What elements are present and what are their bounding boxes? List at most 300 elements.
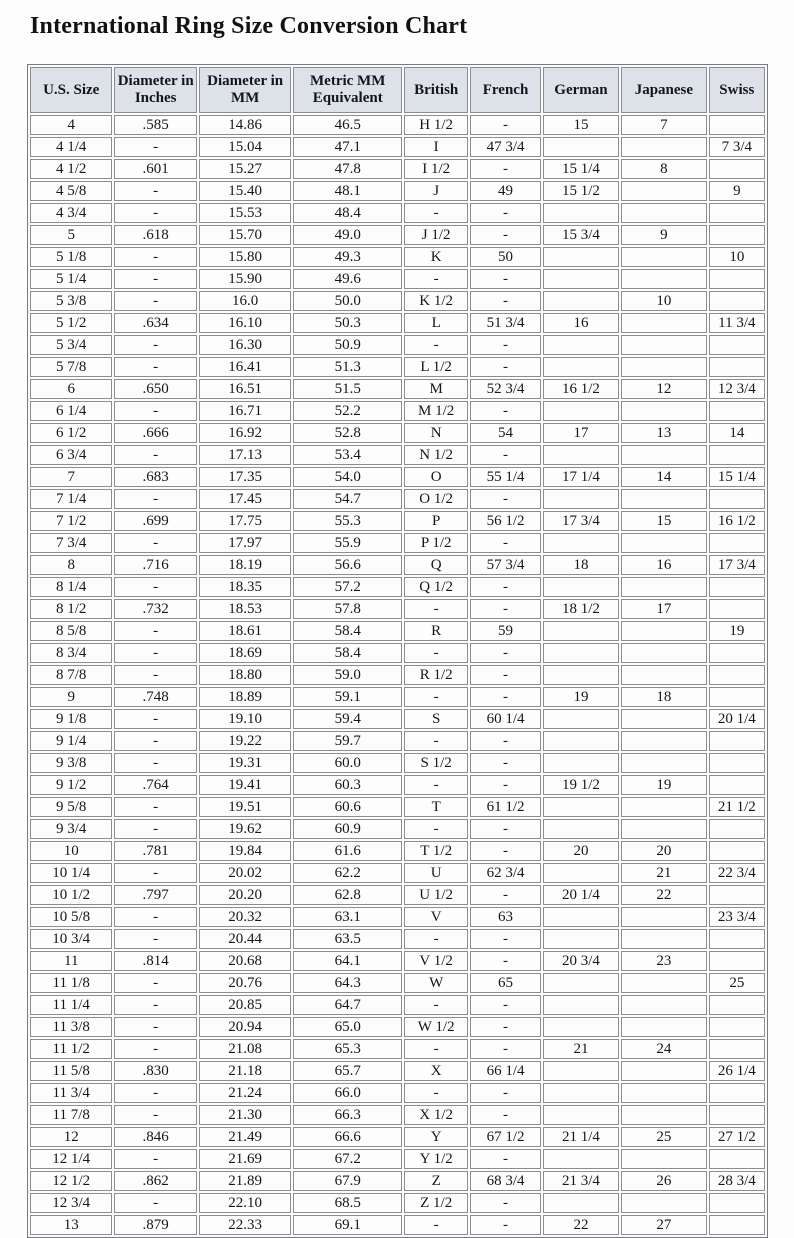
table-cell: 15 [543,115,619,135]
table-cell: 21.89 [199,1171,292,1191]
table-cell: O [404,467,468,487]
table-cell: 59.0 [293,665,402,685]
table-cell: - [470,775,540,795]
table-cell: 4 1/2 [30,159,112,179]
table-cell: 65.3 [293,1039,402,1059]
table-row [30,291,765,311]
table-cell: 68.5 [293,1193,402,1213]
table-cell [621,445,706,465]
table-cell: - [114,1149,196,1169]
table-cell: 52.2 [293,401,402,421]
table-cell: .846 [114,1127,196,1147]
table-cell: 47.8 [293,159,402,179]
table-row [30,819,765,839]
table-row [30,1215,765,1235]
table-cell: I [404,137,468,157]
table-cell: 59 [470,621,540,641]
table-cell [543,335,619,355]
table-cell: P 1/2 [404,533,468,553]
table-row [30,621,765,641]
table-cell: 8 7/8 [30,665,112,685]
table-cell: 48.1 [293,181,402,201]
table-cell [621,335,706,355]
table-cell: 20.20 [199,885,292,905]
table-row [30,489,765,509]
table-cell: .666 [114,423,196,443]
table-cell: X [404,1061,468,1081]
table-cell: - [470,929,540,949]
table-cell: 66.0 [293,1083,402,1103]
table-cell [621,1105,706,1125]
table-cell: 16.92 [199,423,292,443]
table-cell: - [470,753,540,773]
table-cell [621,1149,706,1169]
table-cell: 19 [543,687,619,707]
table-cell: 19.22 [199,731,292,751]
table-cell: 9 3/4 [30,819,112,839]
table-cell [709,489,765,509]
table-cell: S 1/2 [404,753,468,773]
table-cell: - [114,291,196,311]
table-cell [621,269,706,289]
table-cell: .748 [114,687,196,707]
table-cell: - [470,1215,540,1235]
table-cell: 64.7 [293,995,402,1015]
table-cell [621,643,706,663]
table-cell [543,753,619,773]
table-cell [621,907,706,927]
table-row [30,665,765,685]
table-cell: M [404,379,468,399]
table-cell: - [114,1017,196,1037]
table-cell: 67.9 [293,1171,402,1191]
table-cell: - [404,929,468,949]
table-cell: 58.4 [293,643,402,663]
table-cell: 47.1 [293,137,402,157]
table-cell: .862 [114,1171,196,1191]
table-cell: - [114,1039,196,1059]
table-cell [543,665,619,685]
table-cell [621,181,706,201]
table-cell [543,995,619,1015]
table-cell: 22 [543,1215,619,1235]
table-cell [543,797,619,817]
table-cell: 17 3/4 [709,555,765,575]
table-cell: V 1/2 [404,951,468,971]
table-cell: - [114,1105,196,1125]
table-cell: 15.70 [199,225,292,245]
table-cell: 65 [470,973,540,993]
table-cell [621,731,706,751]
table-cell: 65.0 [293,1017,402,1037]
table-row [30,1083,765,1103]
table-cell: 4 1/4 [30,137,112,157]
table-cell: 11 5/8 [30,1061,112,1081]
table-cell [621,819,706,839]
table-cell: .618 [114,225,196,245]
table-cell: .585 [114,115,196,135]
table-cell: 66.6 [293,1127,402,1147]
table-cell: - [404,819,468,839]
table-cell: 5 1/8 [30,247,112,267]
table-cell: .650 [114,379,196,399]
table-cell: - [470,687,540,707]
table-cell: 18.53 [199,599,292,619]
column-header: U.S. Size [30,67,112,113]
table-cell: 18.89 [199,687,292,707]
table-cell: - [470,489,540,509]
table-cell: 11 7/8 [30,1105,112,1125]
table-cell: 21 [543,1039,619,1059]
table-cell [709,885,765,905]
table-cell: 60 1/4 [470,709,540,729]
table-cell: - [470,599,540,619]
table-cell [709,687,765,707]
table-cell [709,951,765,971]
table-cell: 18 [621,687,706,707]
table-cell: 15.80 [199,247,292,267]
table-cell: 16.0 [199,291,292,311]
table-cell: 62.8 [293,885,402,905]
table-cell: - [404,1039,468,1059]
table-cell: U 1/2 [404,885,468,905]
table-cell: 57 3/4 [470,555,540,575]
table-cell [543,929,619,949]
table-row [30,1171,765,1191]
table-cell: 54.7 [293,489,402,509]
table-cell: R 1/2 [404,665,468,685]
table-row [30,643,765,663]
table-cell [709,577,765,597]
table-cell: 18 1/2 [543,599,619,619]
table-cell: - [114,1193,196,1213]
table-row [30,555,765,575]
table-cell: 16.51 [199,379,292,399]
table-cell: .634 [114,313,196,333]
table-cell: 19.31 [199,753,292,773]
table-cell: Y [404,1127,468,1147]
table-cell: 17.45 [199,489,292,509]
table-cell: 16.41 [199,357,292,377]
table-row [30,313,765,333]
table-row [30,467,765,487]
table-cell: 14.86 [199,115,292,135]
table-cell: 5 [30,225,112,245]
header-row [30,67,765,113]
table-cell: 10 5/8 [30,907,112,927]
table-cell: 19 1/2 [543,775,619,795]
table-cell: 55.3 [293,511,402,531]
table-cell: .699 [114,511,196,531]
table-cell [543,247,619,267]
table-cell: 20.44 [199,929,292,949]
table-cell: 8 1/2 [30,599,112,619]
table-cell: - [114,137,196,157]
table-cell: 16 1/2 [543,379,619,399]
table-cell: 15.90 [199,269,292,289]
table-cell: 10 [709,247,765,267]
table-cell [543,401,619,421]
table-cell [709,665,765,685]
table-cell: 21.69 [199,1149,292,1169]
table-cell: 14 [709,423,765,443]
table-cell: - [114,665,196,685]
column-header: French [470,67,540,113]
table-cell [543,731,619,751]
table-cell: 11 3/8 [30,1017,112,1037]
table-cell [709,335,765,355]
table-cell: 56 1/2 [470,511,540,531]
table-cell: 4 3/4 [30,203,112,223]
table-cell: L [404,313,468,333]
table-cell: 7 1/2 [30,511,112,531]
table-cell: J [404,181,468,201]
table-cell: 54.0 [293,467,402,487]
table-cell [543,1061,619,1081]
table-cell: 67.2 [293,1149,402,1169]
table-cell: .764 [114,775,196,795]
table-row [30,445,765,465]
table-cell: 50.3 [293,313,402,333]
table-cell [621,247,706,267]
table-cell: 27 1/2 [709,1127,765,1147]
table-cell: 67 1/2 [470,1127,540,1147]
table-cell: K [404,247,468,267]
table-cell: - [114,203,196,223]
table-cell [621,621,706,641]
table-cell: Z [404,1171,468,1191]
table-cell [709,995,765,1015]
table-cell: 49.6 [293,269,402,289]
table-cell [621,973,706,993]
table-cell: 58.4 [293,621,402,641]
table-cell [621,797,706,817]
table-cell: 15 1/4 [709,467,765,487]
table-cell: P [404,511,468,531]
table-cell: 11 3/4 [30,1083,112,1103]
table-cell [709,159,765,179]
table-cell: 11 1/8 [30,973,112,993]
table-cell: 68 3/4 [470,1171,540,1191]
table-cell: - [114,753,196,773]
table-cell: 63.1 [293,907,402,927]
table-cell: 61 1/2 [470,797,540,817]
table-cell: - [114,907,196,927]
table-cell: 20.02 [199,863,292,883]
table-cell [543,445,619,465]
table-row [30,1017,765,1037]
table-cell [543,1083,619,1103]
table-cell: X 1/2 [404,1105,468,1125]
table-cell: - [470,731,540,751]
table-cell [709,203,765,223]
table-cell: 8 3/4 [30,643,112,663]
table-cell: - [470,357,540,377]
table-cell: 8 [621,159,706,179]
table-cell [621,1193,706,1213]
column-header: Diameter in Inches [114,67,196,113]
table-cell: 12 [30,1127,112,1147]
table-row [30,797,765,817]
table-row [30,577,765,597]
table-cell: Q 1/2 [404,577,468,597]
table-cell: - [404,731,468,751]
table-cell: 21 [621,863,706,883]
table-cell: 9 [30,687,112,707]
table-cell: 24 [621,1039,706,1059]
table-cell [709,533,765,553]
table-cell: 21.18 [199,1061,292,1081]
table-cell: 49.0 [293,225,402,245]
conversion-table [27,64,768,1238]
table-cell: .814 [114,951,196,971]
table-cell: 55 1/4 [470,467,540,487]
table-cell: H 1/2 [404,115,468,135]
table-cell: 48.4 [293,203,402,223]
table-cell: 60.0 [293,753,402,773]
table-cell: T 1/2 [404,841,468,861]
table-cell: - [114,797,196,817]
table-cell: - [404,995,468,1015]
table-cell: 18.35 [199,577,292,597]
table-cell [543,709,619,729]
table-cell: 11 3/4 [709,313,765,333]
table-row [30,357,765,377]
table-cell [621,203,706,223]
table-cell: 19.62 [199,819,292,839]
table-cell: - [470,951,540,971]
table-cell [543,577,619,597]
table-cell: 12 3/4 [30,1193,112,1213]
table-cell: 15.04 [199,137,292,157]
table-cell: 15 1/2 [543,181,619,201]
table-row [30,775,765,795]
table-cell: 59.4 [293,709,402,729]
table-cell [709,115,765,135]
table-cell: 17.75 [199,511,292,531]
table-cell: - [114,247,196,267]
table-cell: 12 1/2 [30,1171,112,1191]
table-cell: 6 1/4 [30,401,112,421]
table-row [30,1149,765,1169]
table-cell: 27 [621,1215,706,1235]
table-cell: - [114,335,196,355]
table-row [30,951,765,971]
table-cell: 20 [621,841,706,861]
table-row [30,511,765,531]
table-cell: 5 7/8 [30,357,112,377]
table-cell [709,225,765,245]
table-cell: 19.41 [199,775,292,795]
table-cell [543,819,619,839]
table-cell: 62.2 [293,863,402,883]
table-cell [543,137,619,157]
table-row [30,115,765,135]
table-cell: 28 3/4 [709,1171,765,1191]
table-cell: 63.5 [293,929,402,949]
table-cell [709,731,765,751]
table-cell: I 1/2 [404,159,468,179]
table-cell: - [470,1017,540,1037]
table-cell: - [470,643,540,663]
table-row [30,687,765,707]
table-row [30,203,765,223]
table-cell [621,137,706,157]
table-cell: 66 1/4 [470,1061,540,1081]
table-row [30,709,765,729]
table-cell: - [470,1149,540,1169]
table-cell: 51.3 [293,357,402,377]
table-cell: - [470,1105,540,1125]
table-row [30,401,765,421]
table-cell: - [114,643,196,663]
table-cell: 20.68 [199,951,292,971]
table-cell: 19.10 [199,709,292,729]
table-cell: 54 [470,423,540,443]
table-cell: 12 [621,379,706,399]
table-cell: - [470,335,540,355]
table-cell: 69.1 [293,1215,402,1235]
table-cell: 6 [30,379,112,399]
table-cell: 11 [30,951,112,971]
table-cell: - [470,291,540,311]
table-cell: 18.61 [199,621,292,641]
table-cell: 19 [621,775,706,795]
table-cell: 57.2 [293,577,402,597]
table-cell: 8 1/4 [30,577,112,597]
table-cell: 46.5 [293,115,402,135]
column-header: British [404,67,468,113]
table-cell: 22 [621,885,706,905]
table-cell [543,291,619,311]
table-cell: 16 [621,555,706,575]
table-cell: 55.9 [293,533,402,553]
table-cell: 20.94 [199,1017,292,1037]
table-cell: - [114,819,196,839]
table-cell: 9 1/4 [30,731,112,751]
table-cell: - [470,445,540,465]
table-cell: 15.40 [199,181,292,201]
table-cell: 17.35 [199,467,292,487]
table-cell: 15.53 [199,203,292,223]
table-cell: 47 3/4 [470,137,540,157]
table-cell: 26 1/4 [709,1061,765,1081]
table-cell: 60.9 [293,819,402,839]
table-cell: - [470,225,540,245]
table-cell: 61.6 [293,841,402,861]
table-cell: - [114,863,196,883]
table-cell: M 1/2 [404,401,468,421]
table-cell [543,643,619,663]
table-row [30,1127,765,1147]
table-cell: - [114,357,196,377]
table-cell: 65.7 [293,1061,402,1081]
table-cell: - [470,159,540,179]
table-cell: - [470,1193,540,1213]
table-cell: 20 1/4 [543,885,619,905]
table-row [30,841,765,861]
table-cell: 16 1/2 [709,511,765,531]
table-cell: 50 [470,247,540,267]
column-header: Swiss [709,67,765,113]
table-cell [709,1149,765,1169]
table-cell: U [404,863,468,883]
table-cell: .781 [114,841,196,861]
table-cell: 64.3 [293,973,402,993]
table-row [30,907,765,927]
table-row [30,1193,765,1213]
table-cell: 62 3/4 [470,863,540,883]
